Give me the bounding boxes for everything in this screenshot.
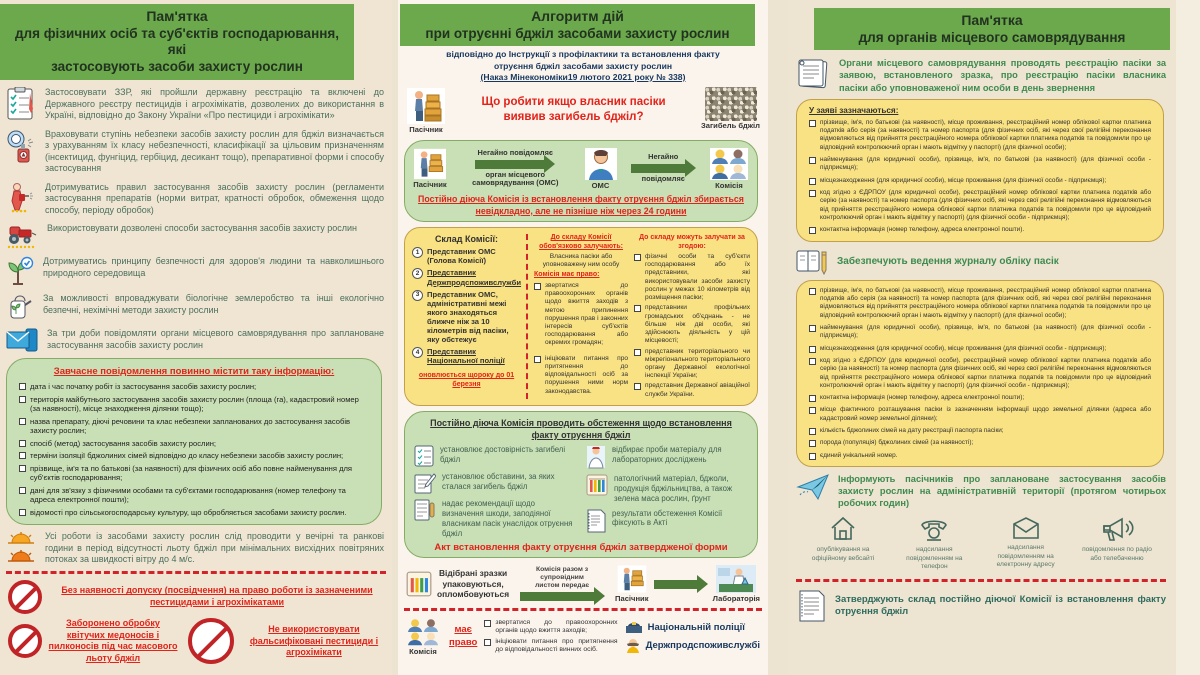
survey-title-line: факту отруєння бджіл	[531, 429, 631, 440]
checkbox-icon	[534, 283, 541, 290]
checkbox-icon	[19, 465, 26, 472]
notice-item-text: назва препарату, діючі речовини та клас небезпеки запланованих до застосування засобів захисту рослин;	[30, 416, 351, 436]
journal-text: найменування (для юридичної особи), прізвище, ім'я, по батькові (за наявності) (для фізичної особи - підприємця);	[820, 323, 1151, 340]
notice-item	[19, 451, 369, 460]
journal-text: кількість бджолиних сімей на дату реєстрації паспорта пасіки;	[820, 427, 1004, 435]
tractor-icon	[6, 223, 38, 249]
subtitle-line: відповідно до Інструкції з профілактики та встановлення факту	[446, 49, 720, 60]
application-text: найменування (для юридичної особи), прізвище, ім'я, по батькові (за наявності) (для фізичної особи - підприємця);	[820, 155, 1151, 172]
channel-label: повідомлення по радіо або телебаченню	[1082, 546, 1152, 562]
journal-item	[809, 324, 1151, 341]
checkbox-icon	[809, 453, 816, 460]
member-text: Представник Національної поліції	[427, 347, 505, 366]
survey-item	[414, 445, 576, 467]
left-rules-list	[0, 80, 392, 352]
journal-text: місце фактичного розташування пасіки із зазначенням інформації щодо земельної ділянки (адреса або кадастровий номер земельної ділянки);	[820, 406, 1151, 422]
samples-lab	[713, 564, 760, 604]
right-edge-strip	[1175, 0, 1200, 675]
act-document-icon	[586, 509, 606, 533]
rule-text: Враховувати ступінь небезпеки засобів захисту рослин для бджіл визначається з урахуванням їх класу небезпечності, класифікації за цільовим призначенням (інсектицид, фунгіцид, гербіцид, десикант тощо), препаративної форми і способу застосування	[45, 128, 384, 174]
mandatory-members-column	[534, 234, 628, 399]
registration-intro-text: Органи місцевого самоврядування проводять реєстрацію пасіки за заявою, встановленого зразка, про реєстрацію пасіки власника пасіки або уповноваженої ним особи в день звернення	[839, 58, 1166, 93]
sunrise-sunset-icon	[6, 531, 36, 567]
person-spraying-icon	[6, 182, 36, 214]
right-text: звертатися до правоохоронних органів щодо вжиття заходів з метою припинення порушення прав і законних інтересів суб'єктів господарювання або окремих громадян;	[545, 281, 629, 347]
commission-24h-note: Постійно діюча Комісія із встановлення факту отруєння бджіл збирається невідкладно, але не пізніше ніж через 24 години	[418, 194, 744, 216]
samples-label-line: упаковуються,	[442, 578, 504, 589]
right-text: звертатися до правоохоронних органів щодо вжиття заходів;	[495, 619, 618, 635]
red-dashed-divider	[6, 571, 386, 574]
application-text: прізвище, ім'я, по батькові (за наявності), місце проживання, реєстраційний номер облікової картки платника податків або серія (за наявності) та номер паспорта (для фізичних осіб, які через свої релігійні переконання відмовляються від прийняття реєстраційного номера облікової картки платника податків та повідомили про це відповідний контролюючий орган і мають відмітку у паспорті) (для фізичної особи);	[820, 118, 1151, 151]
journal-title: Забезпечують ведення журналу обліку пасік	[837, 256, 1059, 268]
application-text: місцезнаходження (для юридичної особи), місце проживання (для фізичної особи - підприємця);	[820, 176, 1107, 184]
inspector-icon	[625, 637, 641, 653]
prohibition-text: Не використовувати фальсифіковані пестициди і агрохімікати	[249, 623, 379, 658]
application-box	[796, 99, 1164, 242]
registration-intro	[788, 50, 1176, 93]
optional-member	[634, 382, 750, 398]
journal-item	[809, 394, 1151, 402]
prohibition-text: Заборонено обробку квітучих медоносів і пилконосів під час масового льоту бджіл	[48, 618, 178, 664]
flow-oms	[584, 147, 618, 191]
report-targets	[625, 617, 760, 656]
flow-arrow-1	[460, 149, 570, 189]
advance-notice-title: Завчасне повідомлення повинно містити таку інформацію:	[53, 366, 335, 378]
target-item	[625, 620, 760, 634]
megaphone-icon	[1100, 515, 1134, 543]
lab-worker-icon	[586, 445, 606, 469]
notice-item-text: дані для зв'язку з фізичними особами та суб'єктами господарювання (номер телефону та адреса електронної пошти);	[30, 485, 346, 505]
application-item	[809, 189, 1151, 222]
commission-member	[412, 268, 521, 286]
list-item	[6, 87, 384, 122]
survey-text: патологічний матеріал, бджоли, продукція бджільництва, а також зелена маса рослин, ґрунт	[614, 474, 733, 503]
right-item	[534, 282, 628, 348]
beekeeper-icon	[413, 148, 447, 180]
samples-label-line: опломбовуються	[437, 589, 510, 600]
watering-can-icon	[6, 293, 34, 321]
checkbox-icon	[19, 396, 26, 403]
application-item	[809, 156, 1151, 173]
approve-section	[788, 586, 1176, 622]
target-text: Національній поліції	[647, 621, 745, 633]
target-item	[625, 637, 760, 653]
journal-pencil-icon	[796, 249, 828, 275]
channel-email	[985, 515, 1067, 571]
subtitle-line: отруєння бджіл засобами захисту рослин	[493, 60, 673, 71]
survey-text: установлює достовірність загибелі бджіл	[440, 445, 566, 465]
channel-label: опублікування на офіційному вебсайті	[811, 546, 875, 562]
right-text: ініціювати питання про притягнення до відповідальності осіб за порушення ними норм законодавства.	[545, 354, 629, 395]
flow-from-label: Пасічник	[413, 179, 447, 189]
survey-item	[414, 499, 576, 538]
checkbox-icon	[19, 487, 26, 494]
question-row	[398, 83, 768, 135]
optional-text: представники профільних громадських об'єднань - не більше ніж дві особи, які здійснюють діяльність у цій місцевості;	[645, 304, 750, 345]
rule-text: Дотримуватись принципу безпечності для здоров'я людини та навколишнього природного середовища	[43, 256, 384, 278]
channel-label: надсилання повідомленням на електронну адресу	[996, 544, 1055, 568]
right-item	[534, 355, 628, 396]
timing-note-text: Усі роботи із засобами захисту рослин слід проводити у вечірні та ранкові години в період відсутності льоту бджіл при мінімальних висхідних повітряних потоках за швидкості вітру до 4 м/с.	[45, 531, 384, 565]
plant-check-icon	[6, 256, 34, 286]
flow-row	[413, 147, 749, 191]
has-right-line: має	[454, 624, 472, 636]
notice-item	[19, 382, 369, 391]
journal-text: місцезнаходження (для юридичної особи), місце проживання (для фізичної особи - підприємця);	[820, 344, 1107, 352]
member-text: Представник ОМС, адміністративні межі якого знаходяться ближче ніж за 10 кілометрів від пасіки, яку обстежує	[427, 289, 509, 345]
samples-flow	[398, 558, 768, 604]
journal-item	[809, 452, 1151, 460]
commission-title: Склад Комісії:	[434, 234, 499, 245]
official-person-icon	[584, 147, 618, 181]
middle-subtitle	[398, 49, 768, 83]
document-icon	[796, 57, 830, 91]
optional-title: До складу можуть залучати за згодою:	[639, 234, 745, 250]
red-dashed-divider	[404, 608, 762, 611]
right-panel	[788, 0, 1176, 675]
checkbox-icon	[534, 356, 541, 363]
has-right-label	[449, 624, 477, 649]
annual-update-note: оновлюється щороку до 01 березня	[418, 372, 515, 388]
checkbox-icon	[809, 358, 816, 365]
caption-line: Комісія разом з супровідним	[535, 565, 589, 582]
survey-item	[586, 445, 748, 469]
dead-bees-figure	[701, 87, 760, 131]
police-icon	[625, 620, 643, 634]
list-item	[6, 256, 384, 286]
optional-members-column	[634, 234, 750, 399]
flow-mid-label: ОМС	[591, 180, 610, 190]
survey-grid	[414, 445, 748, 538]
checkbox-icon	[19, 383, 26, 390]
flow-beekeeper	[413, 148, 447, 190]
commission-label: Комісія	[409, 646, 437, 656]
commission-composition-box	[404, 227, 758, 406]
red-dashed-divider	[796, 579, 1166, 582]
channel-broadcast	[1076, 515, 1158, 571]
list-item	[6, 129, 384, 175]
beekeeper-sprayer-icon	[6, 129, 36, 165]
act-note: Акт встановлення факту отруєння бджіл затвердженої форми	[434, 542, 728, 554]
paper-plane-icon	[796, 473, 830, 503]
commission-member	[412, 247, 521, 265]
green-arrow-icon	[654, 580, 698, 589]
journal-text: код згідно з ЄДРПОУ (для юридичної особи), реєстраційний номер облікової картки платника податків або серію (за наявності) та номер паспорта (для фізичних осіб, які через свої релігійні переконання відмовляються від прийняття реєстраційного номера облікової картки платника податків та повідомили про це відповідний контролюючий орган і мають відмітку у паспорті) (для фізичної особи - підприємця);	[820, 356, 1151, 389]
prohibition-row	[0, 616, 392, 667]
survey-right-column	[586, 445, 748, 538]
notice-item	[19, 508, 369, 517]
inform-channels	[788, 509, 1176, 571]
green-arrow-icon	[475, 160, 545, 169]
list-item	[6, 328, 384, 352]
right-item	[484, 638, 617, 654]
checkbox-icon	[19, 452, 26, 459]
checkbox-icon	[484, 639, 491, 646]
checkbox-icon	[809, 407, 816, 414]
optional-member	[634, 348, 750, 381]
application-item	[809, 226, 1151, 234]
no-spraying-icon	[8, 624, 42, 658]
prohibition-text: Без наявності допуску (посвідчення) на право роботи із зазначеними пестицидами і агрохімікатами	[61, 585, 373, 608]
question-line: виявив загибель бджіл?	[503, 111, 644, 124]
list-item	[6, 223, 384, 249]
approve-text: Затверджують склад постійно діючої Комісії із встановлення факту отруєння бджіл	[835, 593, 1166, 618]
report-icon	[414, 499, 436, 521]
right-title-line: для органів місцевого самоврядування	[858, 29, 1126, 45]
arrow-caption: орган місцевого самоврядування (ОМС)	[472, 169, 559, 188]
number-circle-icon: 2	[412, 268, 423, 279]
beekeeper-label: Пасічник	[409, 124, 443, 134]
samples-label-line: Відібрані зразки	[438, 568, 508, 579]
beekeeper-figure	[406, 87, 446, 135]
application-item	[809, 177, 1151, 185]
journal-item	[809, 345, 1151, 353]
notice-item	[19, 464, 369, 483]
commission-group-icon	[404, 617, 442, 647]
left-title-line: Пам'ятка	[146, 8, 208, 24]
survey-title-line: Постійно діюча Комісія проводить обстеження щодо встановлення	[430, 417, 732, 428]
list-item	[6, 182, 384, 217]
dead-bees-label: Загибель бджіл	[701, 120, 760, 130]
survey-text: установлює обставини, за яких сталася загибель бджіл	[442, 472, 555, 492]
has-right-line: право	[449, 636, 478, 648]
flow-arrow-2	[631, 153, 696, 184]
rule-text: Використовувати дозволені способи застосування засобів захисту рослин	[47, 223, 357, 234]
checkbox-icon	[809, 325, 816, 332]
caption-line: листом передає	[534, 582, 590, 590]
checklist-icon	[414, 445, 434, 467]
application-text: контактна інформація (номер телефону, адреса електронної пошти).	[820, 226, 1025, 234]
samples-to-label: Лабораторія	[712, 594, 760, 604]
test-tubes-icon	[406, 570, 432, 598]
journal-text: контактна інформація (номер телефону, адреса електронної пошти);	[820, 394, 1025, 402]
notice-item-text: дата і час початку робіт із застосування засобів захисту рослин;	[30, 382, 257, 392]
flow-commission	[709, 147, 749, 191]
checkbox-icon	[809, 227, 816, 234]
journal-text: прізвище, ім'я, по батькові (за наявності), місце проживання, реєстраційний номер облікової картки платника податків або серія (за наявності) та номер паспорта (для фізичних осіб, які через свої релігійні переконання відмовляються від прийняття реєстраційного номера облікової картки платника податків та повідомили про це відповідний контролюючий орган і мають відмітку у паспорті) (для фізичної особи);	[820, 286, 1151, 319]
survey-title	[414, 418, 748, 441]
no-fake-pesticides-icon	[188, 618, 234, 664]
member-text: Представник ОМС (Голова Комісії)	[427, 247, 496, 266]
survey-text: надає рекомендації щодо визначення шкоди, заподіяної власникам пасік унаслідок отруєння бджіл	[442, 499, 573, 538]
samples-mid-label: Пасічник	[615, 594, 649, 604]
laboratory-icon	[715, 564, 757, 594]
checkbox-icon	[19, 418, 26, 425]
journal-item	[809, 357, 1151, 390]
journal-item	[809, 427, 1151, 435]
mandatory-title: До складу Комісії обов'язково залучають:	[539, 234, 623, 250]
commission-member	[412, 290, 521, 345]
notification-flow-box	[404, 140, 758, 223]
survey-text: результати обстеження Комісії фіксують в Акті	[612, 508, 723, 528]
timing-note	[0, 525, 392, 567]
notice-item-text: спосіб (метод) застосування засобів захисту рослин;	[30, 438, 217, 448]
dead-bees-photo	[705, 87, 757, 121]
checkbox-icon	[809, 395, 816, 402]
checkbox-icon	[809, 190, 816, 197]
samples-label	[437, 568, 509, 600]
survey-left-column	[414, 445, 576, 538]
list-item	[6, 293, 384, 321]
samples-arrow	[514, 566, 610, 602]
clipboard-checklist-icon	[6, 87, 36, 121]
checkbox-icon	[809, 288, 816, 295]
checkbox-icon	[809, 440, 816, 447]
left-title-line: застосовують засоби захисту рослин	[51, 59, 303, 75]
order-reference: (Наказ Мінекономіки19 лютого 2021 року № 338)	[480, 71, 686, 82]
inform-text: Інформують пасічників про заплановане застосування засобів захисту рослин на адміністративній території (протягом чотирьох робочих годин)	[838, 474, 1166, 509]
channel-website	[802, 515, 884, 571]
optional-text: представник територіального чи міжрегіонального територіального органу Державної екологічної інспекції України;	[645, 347, 750, 380]
middle-panel	[398, 0, 768, 675]
survey-box	[404, 411, 758, 558]
journal-item	[809, 287, 1151, 320]
notice-item	[19, 395, 369, 414]
checkbox-icon	[19, 440, 26, 447]
checkbox-icon	[634, 383, 641, 390]
application-item	[809, 119, 1151, 152]
commission-group-icon	[709, 147, 749, 181]
checkbox-icon	[19, 509, 26, 516]
beekeeper-icon	[406, 87, 446, 125]
checkbox-icon	[809, 120, 816, 127]
commission-rights-row	[398, 615, 768, 657]
envelope-phone-icon	[6, 328, 38, 352]
number-circle-icon: 1	[412, 247, 423, 258]
notice-item-text: терміни ізоляції бджолиних сімей відповідно до класу небезпеки засобів захисту рослин;	[30, 451, 344, 461]
samples-beekeeper	[615, 564, 648, 604]
green-arrow-icon	[520, 592, 595, 601]
middle-title-line: Алгоритм дій	[531, 8, 624, 24]
notice-item-text: прізвище, ім'я та по батькові (за наявності) для фізичних осіб або повне найменування для суб'єктів господарювання;	[30, 463, 353, 483]
notice-item	[19, 439, 369, 448]
inform-section	[788, 467, 1176, 509]
advance-notice-box	[6, 358, 382, 525]
rights-title: Комісія має право:	[534, 271, 600, 279]
commission-member	[412, 347, 521, 365]
journal-text: єдиний унікальний номер.	[820, 451, 898, 459]
notice-item-text: відомості про сільськогосподарську культуру, що обробляється засобами захисту рослин.	[30, 507, 347, 517]
checkbox-icon	[809, 346, 816, 353]
middle-title-line: при отруєнні бджіл засобами захисту рослин	[425, 25, 730, 41]
target-text: Держпродспоживслужбі	[645, 639, 760, 651]
number-circle-icon: 4	[412, 347, 423, 358]
survey-text: відбирає проби матеріалу для лабораторних досліджень	[612, 445, 722, 465]
optional-member	[634, 304, 750, 345]
middle-panel-header	[400, 4, 755, 46]
left-title-line: для фізичних осіб та суб'єктів господарювання, які	[14, 25, 340, 58]
rights-list	[484, 619, 617, 655]
right-item	[484, 619, 617, 635]
notice-item	[19, 417, 369, 436]
channel-label: надсилання повідомленням на телефон	[906, 546, 963, 570]
right-panel-header	[814, 8, 1170, 50]
notice-item	[19, 486, 369, 505]
journal-box	[796, 280, 1164, 468]
commission-figure	[404, 617, 442, 657]
checkbox-icon	[809, 157, 816, 164]
rule-text: За три доби повідомляти органи місцевого самоврядування про заплановане застосування засобів захисту рослин	[47, 328, 384, 350]
notice-item-text: територія майбутнього застосування засобів захисту рослин (площа (га), кадастровий номер (за наявності), місце знаходження ділянки тощо);	[30, 394, 359, 414]
journal-item	[809, 406, 1151, 423]
checkbox-icon	[809, 178, 816, 185]
arrow-caption: повідомляє	[641, 173, 685, 183]
survey-item	[586, 509, 748, 533]
prohibition-permit	[0, 578, 392, 616]
checkbox-icon	[634, 349, 641, 356]
mandatory-member: Власника пасіки або уповноважену ним особу	[542, 252, 620, 269]
checkbox-icon	[634, 305, 641, 312]
house-icon	[829, 515, 857, 543]
optional-text: представник Державної авіаційної служби України.	[645, 382, 750, 398]
channel-phone	[893, 515, 975, 571]
commission-members-column	[412, 234, 528, 399]
member-text: Представник Держпродспоживслужби	[427, 268, 522, 287]
survey-item	[414, 472, 576, 494]
left-panel	[0, 0, 392, 675]
journal-text: порода (популяція) бджолиних сімей (за наявності);	[820, 439, 974, 447]
green-arrow-icon	[631, 164, 686, 173]
optional-member	[634, 253, 750, 302]
phone-icon	[919, 515, 949, 543]
journal-section	[788, 242, 1176, 275]
test-tubes-icon	[586, 474, 608, 496]
question-line: Що робити якщо власник пасіки	[481, 95, 666, 108]
rule-text: Дотримуватись правил застосування засобів захисту рослин (регламенти застосування препаратів (норми витрат, кратності обробок, обмеження щодо способу, періоду обробок)	[45, 181, 384, 215]
left-panel-header	[0, 4, 354, 80]
checkbox-icon	[484, 620, 491, 627]
envelope-icon	[1011, 515, 1041, 541]
act-document-icon	[796, 590, 826, 622]
arrow-caption: Негайно повідомляє	[477, 147, 553, 157]
rule-text: Застосовувати ЗЗР, які пройшли державну реєстрацію та включені до Державного реєстру пестицидів і агрохімікатів, дозволених до використання в Україні, відповідно до Закону України «Про пестициди і агрохімікати»	[45, 87, 384, 121]
checkbox-icon	[634, 254, 641, 261]
right-title-line: Пам'ятка	[961, 12, 1023, 28]
journal-item	[809, 439, 1151, 447]
arrow-caption: Негайно	[648, 152, 679, 162]
number-circle-icon: 3	[412, 290, 423, 301]
application-title: У заяві зазначаються:	[809, 105, 899, 115]
right-text: ініціювати питання про притягнення до відповідальності винних осіб.	[495, 638, 618, 654]
survey-item	[586, 474, 748, 503]
no-spraying-icon	[8, 580, 42, 614]
checkbox-icon	[809, 428, 816, 435]
optional-text: фізичні особи та суб'єкти господарювання або їх представники, які використовували засоби захисту рослин у межах 10 кілометрів від розміщення пасіки;	[645, 252, 750, 302]
question-text	[481, 87, 665, 126]
beekeeper-icon	[617, 564, 647, 594]
flow-to-label: Комісія	[715, 180, 743, 190]
pen-document-icon	[414, 472, 436, 494]
rule-text: За можливості впроваджувати біологічне землеробство та інші екологічно безпечні, нехімічні методи захисту рослин	[43, 293, 384, 315]
application-text: код згідно з ЄДРПОУ (для юридичної особи), реєстраційний номер облікової картки платника податків або серію (за наявності) та номер паспорта (для фізичних осіб, які через свої релігійні переконання відмовляються від прийняття реєстраційного номера облікової картки платника податків та повідомили про це відповідний контролюючий орган і мають відмітку у паспорті) (для фізичної особи - підприємця);	[820, 188, 1151, 221]
